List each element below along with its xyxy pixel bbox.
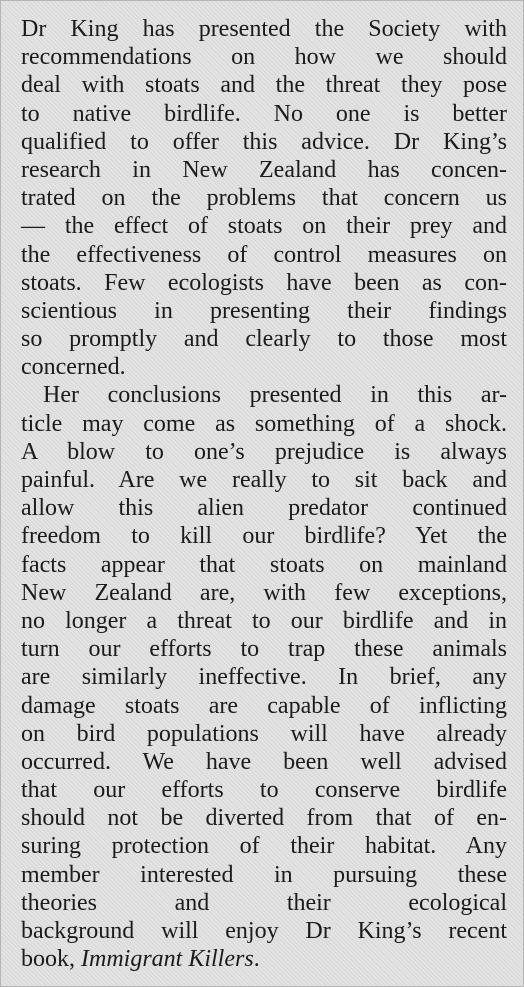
text-line: so promptly and clearly to those most [21, 326, 507, 353]
text-line: Her conclusions presented in this ar- [43, 382, 507, 409]
text-fragment: book, [21, 946, 81, 973]
text-line: occurred. We have been well advised [21, 748, 507, 775]
text-line: allow this alien predator continued [21, 495, 507, 522]
text-line: — the effect of stoats on their prey and [21, 213, 507, 240]
text-line: no longer a threat to our birdlife and in [21, 607, 507, 634]
text-line: ticle may come as something of a shock. [21, 410, 507, 437]
text-line: theories and their ecological [21, 889, 507, 916]
text-line: scientious in presenting their findings [21, 297, 507, 324]
text-line: facts appear that stoats on mainland [21, 551, 507, 578]
text-line: to native birdlife. No one is better [21, 100, 507, 127]
article-body [21, 15, 507, 973]
text-line: suring protection of their habitat. Any [21, 833, 507, 860]
text-line: research in New Zealand has concen- [21, 156, 507, 183]
text-line: qualified to offer this advice. Dr King’s [21, 128, 507, 155]
text-line: background will enjoy Dr King’s recent [21, 918, 507, 944]
text-fragment: . [253, 946, 260, 973]
text-line: freedom to kill our birdlife? Yet the [21, 523, 507, 550]
text-line: Dr King has presented the Society with [21, 16, 507, 42]
text-line: concerned. [21, 354, 126, 381]
text-line: that our efforts to conserve birdlife [21, 777, 507, 804]
paragraph-1 [21, 15, 507, 381]
text-line: painful. Are we really to sit back and [21, 467, 507, 493]
text-line: A blow to one’s prejudice is always [21, 438, 507, 465]
text-line: turn our efforts to trap these animals [21, 636, 507, 663]
text-line: trated on the problems that concern us [21, 185, 507, 212]
paragraph-2 [21, 381, 507, 973]
text-line: member interested in pursuing these [21, 861, 507, 888]
text-line-final [21, 945, 507, 973]
text-line: damage stoats are capable of inflicting [21, 692, 507, 719]
text-line: should not be diverted from that of en- [21, 805, 507, 832]
text-line: on bird populations will have already [21, 720, 507, 747]
text-line: stoats. Few ecologists have been as con- [21, 269, 507, 296]
text-line: are similarly ineffective. In brief, any [21, 664, 507, 691]
text-line: recommendations on how we should [21, 44, 507, 71]
text-line: the effectiveness of control measures on [21, 241, 507, 268]
book-title: Immigrant Killers [81, 946, 254, 973]
text-line: deal with stoats and the threat they pose [21, 72, 507, 99]
text-line: New Zealand are, with few exceptions, [21, 579, 507, 606]
